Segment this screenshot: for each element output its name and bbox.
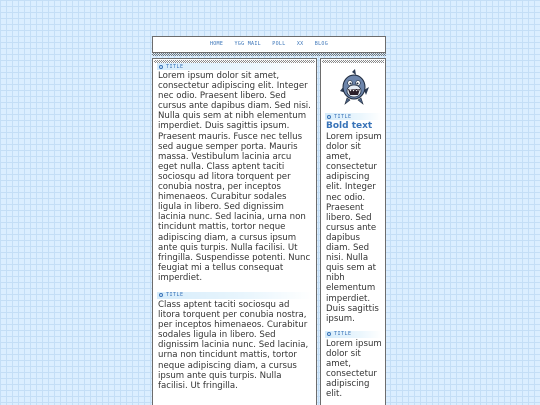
sidebar-panel: [320, 58, 386, 405]
sidebar-content: [325, 69, 382, 399]
nav-link-xx[interactable]: XX: [296, 41, 304, 47]
section-title-bar: [157, 292, 312, 299]
main-content: [157, 63, 312, 391]
section-title: TITLE: [166, 292, 184, 299]
sidebar-title: TITLE: [334, 113, 352, 120]
sidebar-bold-text: Bold text: [326, 121, 373, 131]
nav-link-blog[interactable]: BLOG: [314, 41, 329, 47]
circle-bullet-icon: [159, 65, 163, 69]
sidebar-body-text: Lorem ipsum dolor sit amet, consectetur adipiscing elit.: [326, 338, 382, 400]
section-title-bar: [157, 63, 312, 70]
nav-links: [153, 41, 385, 47]
sidebar-title-bar: [325, 113, 382, 120]
circle-bullet-icon: [327, 332, 331, 336]
sidebar-body-text: Lorem ipsum dolor sit amet, consectetur adipiscing elit. Integer nec odio. Praesent libero. Sed cursus ante dapibus diam. Sed nisi. Nulla quis sem at nibh elementum imperdiet. Duis sagittis ipsum.: [326, 132, 382, 324]
circle-bullet-icon: [327, 115, 331, 119]
section-title: TITLE: [166, 63, 184, 70]
top-navigation: [152, 36, 386, 53]
nav-link-ygg-mail[interactable]: YGG MAIL: [234, 41, 261, 47]
nav-link-poll[interactable]: POLL: [272, 41, 286, 47]
nav-link-home[interactable]: HOME: [209, 41, 224, 47]
cartoon-shark-avatar-icon: [338, 69, 370, 105]
section-body-text: Class aptent taciti sociosqu ad litora torquent per conubia nostra, per inceptos himenaeos. Curabitur sodales ligula in libero. Sed dignissim lacinia nunc. Sed lacinia, urna non tincidunt mattis, tortor neque adipiscing diam, a cursus ipsum ante quis turpis. Nulla facilisi. Ut fringilla.: [158, 299, 309, 391]
sidebar-title-bar: [325, 331, 382, 338]
sidebar-title: TITLE: [334, 331, 352, 338]
circle-bullet-icon: [159, 293, 163, 297]
main-content-panel: [152, 58, 317, 405]
section-body-text: Lorem ipsum dolor sit amet, consectetur adipiscing elit. Integer nec odio. Praesent libero. Sed cursus ante dapibus diam. Sed nisi. Nulla quis sem at nibh elementum imperdiet. Duis sagittis ipsum. Praesent mauris. Fusce nec tellus sed augue semper porta. Mauris massa. Vestibulum lacinia arcu eget nulla. Class aptent taciti sociosqu ad litora torquent per conubia nostra, per inceptos himenaeos. Curabitur sodales ligula in libero. Sed dignissim lacinia nunc. Sed lacinia, urna non tincidunt mattis, tortor neque adipiscing diam, a cursus ipsum ante quis turpis. Nulla facilisi. Ut fringilla. Suspendisse potenti. Nunc feugiat mi a tellus consequat imperdiet.: [158, 71, 311, 283]
